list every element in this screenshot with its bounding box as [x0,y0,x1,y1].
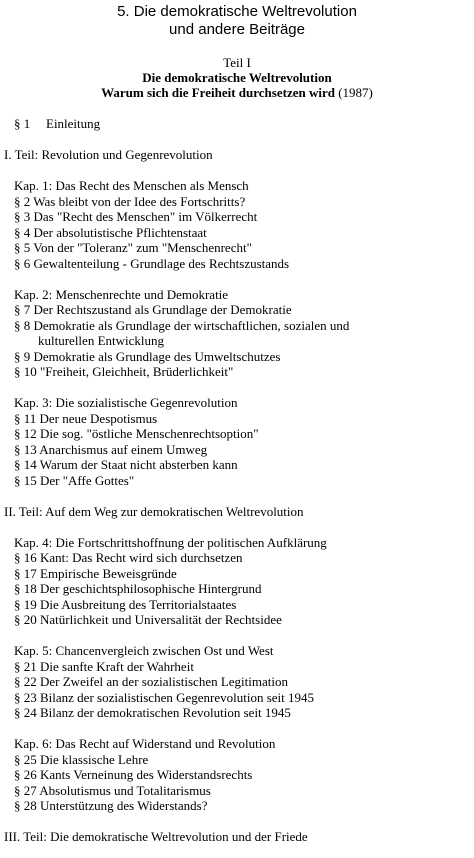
section-entry: § 27 Absolutismus und Totalitarismus [14,782,211,798]
subtitle-line [0,85,474,100]
section-entry: § 25 Die klassische Lehre [14,751,149,767]
subtitle: Warum sich die Freiheit durchsetzen wird [101,85,335,100]
part-heading: I. Teil: Revolution und Gegenrevolution [4,147,213,162]
spacer [0,721,474,737]
part-heading: II. Teil: Auf dem Weg zur demokratischen Weltrevolution [4,503,304,519]
table-of-contents [0,116,474,845]
document-header [0,3,474,39]
spacer [0,519,474,535]
section-entry: § 16 Kant: Das Recht wird sich durchsetzen [14,550,243,565]
section-entry: § 20 Natürlichkeit und Universalität der Rechtsidee [14,612,282,627]
section-entry: § 22 Der Zweifel an der sozialistischen Legitimation [14,674,288,689]
chapter-heading: Kap. 4: Die Fortschrittshoffnung der politischen Aufklärung [14,534,327,550]
spacer [0,814,474,830]
main-title: Die demokratische Weltrevolution [142,70,332,85]
spacer [0,271,474,287]
chapter-heading: Kap. 5: Chancenvergleich zwischen Ost und West [14,643,274,658]
teil-label: Teil I [223,55,251,70]
spacer [0,163,474,179]
section-entry: § 10 "Freiheit, Gleichheit, Brüderlichkeit" [14,364,234,379]
chapter-heading: Kap. 2: Menschenrechte und Demokratie [14,286,229,302]
section-entry: § 8 Demokratie als Grundlage der wirtschaftlichen, sozialen und [14,317,350,333]
spacer [0,628,474,644]
subtitle-year: (1987) [334,85,373,100]
section-entry: § 21 Die sanfte Kraft der Wahrheit [14,658,194,674]
section-entry-continuation: kulturellen Entwicklung [38,333,165,348]
chapter-heading: Kap. 1: Das Recht des Menschen als Mensch [14,178,249,193]
section-entry: § 19 Die Ausbreitung des Territorialstaates [14,596,237,612]
header-line-2: und andere Beiträge [169,21,305,38]
section-entry: § 14 Warum der Staat nicht absterben kann [14,457,238,472]
section-entry: § 18 Der geschichtsphilosophische Hintergrund [14,581,262,596]
header-line-1: 5. Die demokratische Weltrevolution [117,3,357,20]
section-entry: § 28 Unterstützung des Widerstands? [14,798,208,813]
spacer [0,488,474,504]
section-entry: § 13 Anarchismus auf einem Umweg [14,441,208,457]
section-entry: § 3 Das "Recht des Menschen" im Völkerrecht [14,209,258,224]
section-entry: § 15 Der "Affe Gottes" [14,472,135,488]
title-block [0,55,474,100]
spacer [0,132,474,148]
section-entry: § 2 Was bleibt von der Idee des Fortschritts? [14,193,246,209]
intro-label: Einleitung [46,116,101,131]
section-entry: § 5 Von der "Toleranz" zum "Menschenrecht" [14,240,252,255]
intro-entry [0,116,474,132]
section-entry: § 7 Der Rechtszustand als Grundlage der Demokratie [14,302,292,317]
section-entry: § 23 Bilanz der sozialistischen Gegenrevolution seit 1945 [14,689,315,705]
section-entry: § 4 Der absolutistische Pflichtenstaat [14,224,207,240]
section-entry: § 9 Demokratie als Grundlage des Umweltschutzes [14,348,281,364]
intro-number: § 1 [14,116,31,131]
section-entry: § 11 Der neue Despotismus [14,410,158,426]
part-heading: III. Teil: Die demokratische Weltrevolution und der Friede [4,829,308,844]
section-entry: § 6 Gewaltenteilung - Grundlage des Rechtszustands [14,255,290,271]
section-entry: § 26 Kants Verneinung des Widerstandsrechts [14,767,253,782]
chapter-heading: Kap. 3: Die sozialistische Gegenrevolution [14,395,238,410]
spacer [0,380,474,396]
section-entry: § 12 Die sog. "östliche Menschenrechtsoption" [14,426,259,441]
section-entry: § 17 Empirische Beweisgründe [14,565,177,581]
section-entry: § 24 Bilanz der demokratischen Revolution seit 1945 [14,705,291,720]
chapter-heading: Kap. 6: Das Recht auf Widerstand und Revolution [14,736,276,751]
